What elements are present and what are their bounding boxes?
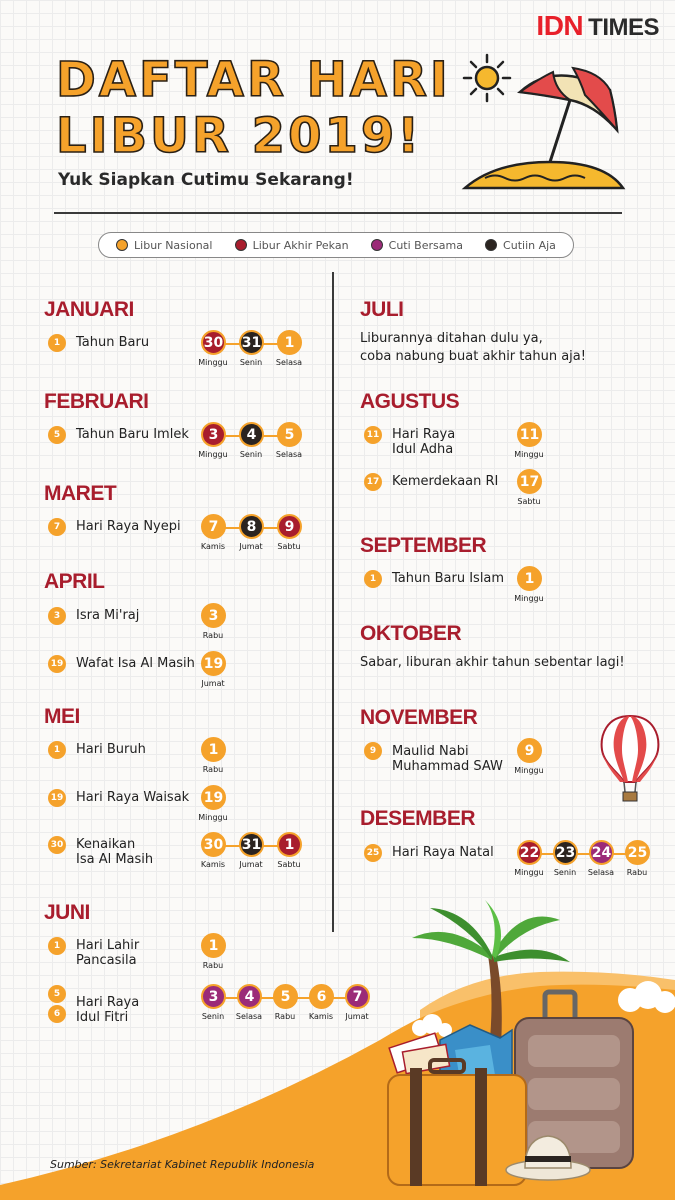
holiday-name: Hari Raya Nyepi	[76, 519, 181, 534]
day-circle: 4	[237, 984, 262, 1009]
legend-item-cuti-bersama	[371, 239, 463, 252]
holiday-name: Tahun Baru Islam	[392, 571, 505, 586]
holiday-name: Kemerdekaan RI	[392, 474, 499, 489]
day-circle: 31	[239, 832, 264, 857]
holiday-name: Hari Raya Natal	[392, 845, 494, 860]
day-label: Kamis	[308, 1012, 334, 1021]
date-dot: 3	[48, 607, 66, 625]
day-circle: 11	[517, 422, 542, 447]
day-circle: 4	[239, 422, 264, 447]
month-juli: JULI	[360, 298, 404, 321]
subtitle: Yuk Siapkan Cutimu Sekarang!	[58, 170, 354, 190]
legend-item-nasional	[116, 239, 212, 252]
day-label: Senin	[239, 358, 263, 367]
juli-note-line2: coba nabung buat akhir tahun aja!	[360, 349, 586, 364]
day-label: Selasa	[275, 450, 303, 459]
date-dot: 19	[48, 655, 66, 673]
holiday-name: Tahun Baru Imlek	[76, 427, 189, 442]
legend-dot-icon	[235, 239, 247, 251]
month-agustus: AGUSTUS	[360, 390, 460, 413]
date-dot: 17	[364, 473, 382, 491]
holiday-name: Isra Mi'raj	[76, 608, 140, 623]
day-label: Jumat	[239, 860, 263, 869]
day-label: Selasa	[235, 1012, 263, 1021]
day-circle: 3	[201, 422, 226, 447]
day-label: Selasa	[275, 358, 303, 367]
day-circle: 6	[309, 984, 334, 1009]
day-label: Sabtu	[277, 542, 301, 551]
day-label: Minggu	[514, 450, 544, 459]
date-dot: 5	[48, 426, 66, 444]
day-label: Jumat	[345, 1012, 369, 1021]
day-circle: 1	[201, 737, 226, 762]
day-label: Jumat	[201, 679, 225, 688]
column-divider	[332, 272, 334, 932]
holiday-name: Wafat Isa Al Masih	[76, 656, 195, 671]
day-circle: 30	[201, 330, 226, 355]
month-oktober: OKTOBER	[360, 622, 462, 645]
brand-part1: IDN	[536, 10, 584, 41]
month-februari: FEBRUARI	[44, 390, 149, 413]
legend-label: Cuti Bersama	[388, 238, 463, 252]
day-label: Sabtu	[517, 497, 541, 506]
month-januari: JANUARI	[44, 298, 134, 321]
holiday-name: Hari Buruh	[76, 742, 146, 757]
date-dot: 1	[364, 570, 382, 588]
day-label: Senin	[201, 1012, 225, 1021]
holiday-name-line1: Hari Lahir	[76, 938, 140, 953]
date-dot: 19	[48, 789, 66, 807]
brand-logo	[536, 10, 659, 42]
hot-air-balloon-icon	[598, 714, 662, 804]
legend-label: Libur Akhir Pekan	[252, 238, 349, 252]
holiday-name-line1: Maulid Nabi	[392, 744, 469, 759]
month-maret: MARET	[44, 482, 117, 505]
day-circle: 9	[277, 514, 302, 539]
travel-illustration	[0, 900, 675, 1200]
date-dot: 1	[48, 937, 66, 955]
day-label: Minggu	[198, 358, 228, 367]
day-label: Selasa	[587, 868, 615, 877]
month-april: APRIL	[44, 570, 105, 593]
holiday-name-line2: Idul Fitri	[76, 1010, 129, 1025]
date-dot: 5	[48, 985, 66, 1003]
day-label: Senin	[239, 450, 263, 459]
day-label: Jumat	[239, 542, 263, 551]
date-dot: 7	[48, 518, 66, 536]
day-circle: 8	[239, 514, 264, 539]
day-circle: 31	[239, 330, 264, 355]
month-desember: DESEMBER	[360, 807, 476, 830]
legend-item-cutiin-aja	[485, 239, 556, 252]
date-dot: 1	[48, 741, 66, 759]
legend-label: Libur Nasional	[134, 238, 213, 252]
day-circle: 17	[517, 469, 542, 494]
day-label: Senin	[553, 868, 577, 877]
day-label: Minggu	[514, 766, 544, 775]
month-september: SEPTEMBER	[360, 534, 487, 557]
month-mei: MEI	[44, 705, 80, 728]
day-label: Sabtu	[277, 860, 301, 869]
holiday-name-line2: Muhammad SAW	[392, 759, 503, 774]
source-credit: Sumber: Sekretariat Kabinet Republik Indonesia	[50, 1158, 315, 1171]
day-circle: 19	[201, 651, 226, 676]
month-juni: JUNI	[44, 901, 90, 924]
holiday-name: Hari Raya Waisak	[76, 790, 190, 805]
day-circle: 7	[201, 514, 226, 539]
header-divider	[54, 212, 622, 214]
day-circle: 3	[201, 603, 226, 628]
date-dot: 25	[364, 844, 382, 862]
day-label: Rabu	[202, 631, 224, 640]
title-line2: LIBUR 2019!	[56, 108, 423, 164]
date-dot: 30	[48, 836, 66, 854]
day-label: Kamis	[200, 542, 226, 551]
day-circle: 24	[589, 840, 614, 865]
day-circle: 5	[277, 422, 302, 447]
date-dot: 11	[364, 426, 382, 444]
holiday-name-line2: Pancasila	[76, 953, 137, 968]
date-dot: 9	[364, 742, 382, 760]
day-label: Minggu	[514, 594, 544, 603]
juli-note-line1: Liburannya ditahan dulu ya,	[360, 331, 543, 346]
day-circle: 1	[277, 330, 302, 355]
day-circle: 23	[553, 840, 578, 865]
oktober-note: Sabar, liburan akhir tahun sebentar lagi!	[360, 655, 625, 670]
day-circle: 1	[517, 566, 542, 591]
beach-umbrella-illustration	[455, 50, 630, 198]
day-label: Minggu	[198, 450, 228, 459]
title-line1: DAFTAR HARI	[56, 52, 451, 108]
brand-part2: TIMES	[588, 14, 659, 41]
day-circle: 1	[277, 832, 302, 857]
day-circle: 30	[201, 832, 226, 857]
holiday-name-line1: Hari Raya	[76, 995, 140, 1010]
holiday-name: Tahun Baru	[76, 335, 150, 350]
day-circle: 9	[517, 738, 542, 763]
day-label: Minggu	[514, 868, 544, 877]
day-label: Kamis	[200, 860, 226, 869]
day-label: Rabu	[274, 1012, 296, 1021]
day-circle: 1	[201, 933, 226, 958]
holiday-name-line2: Idul Adha	[392, 442, 454, 457]
holiday-name-line1: Kenaikan	[76, 837, 136, 852]
day-connector	[530, 853, 640, 855]
day-circle: 19	[201, 785, 226, 810]
date-dot: 1	[48, 334, 66, 352]
day-circle: 25	[625, 840, 650, 865]
date-dot: 6	[48, 1005, 66, 1023]
legend-item-akhir-pekan	[235, 239, 349, 252]
day-label: Minggu	[198, 813, 228, 822]
holiday-name-line1: Hari Raya	[392, 427, 456, 442]
day-label: Rabu	[202, 961, 224, 970]
day-circle: 22	[517, 840, 542, 865]
day-circle: 5	[273, 984, 298, 1009]
month-november: NOVEMBER	[360, 706, 478, 729]
legend-dot-icon	[485, 239, 497, 251]
day-label: Rabu	[626, 868, 648, 877]
legend-label: Cutiin Aja	[503, 238, 556, 252]
holiday-name-line2: Isa Al Masih	[76, 852, 154, 867]
day-label: Rabu	[202, 765, 224, 774]
day-circle: 3	[201, 984, 226, 1009]
day-circle: 7	[345, 984, 370, 1009]
sun-icon	[464, 55, 510, 101]
legend-dot-icon	[371, 239, 383, 251]
legend-dot-icon	[116, 239, 128, 251]
legend	[98, 232, 574, 258]
orange-suitcase-icon	[388, 1060, 526, 1186]
